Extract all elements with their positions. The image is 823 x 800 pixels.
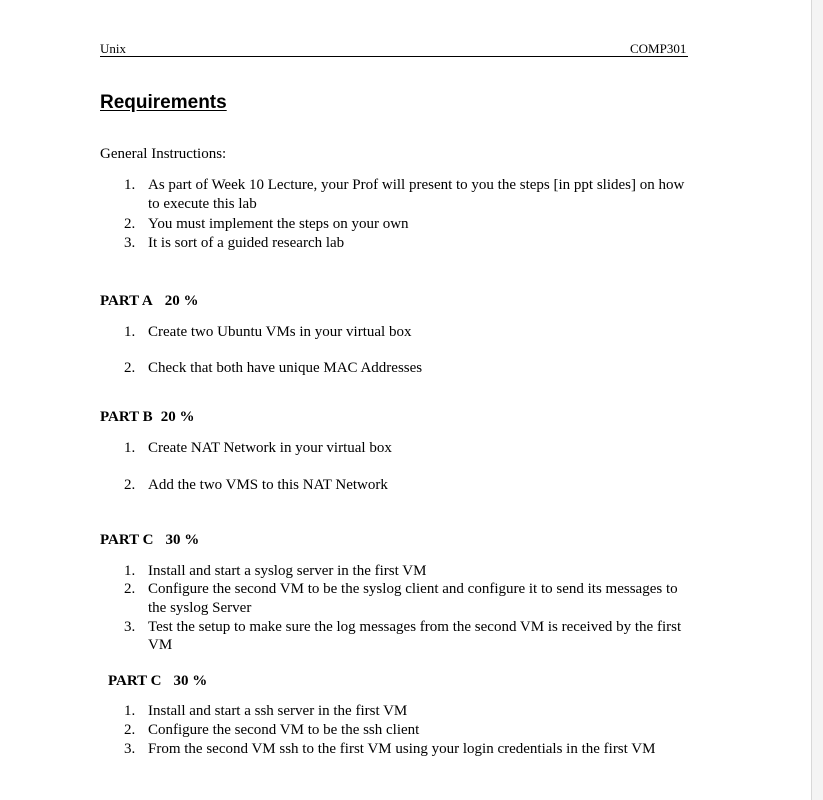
list-item: From the second VM ssh to the first VM using your login credentials in the first VM — [148, 741, 656, 757]
list-number: 2. — [124, 581, 136, 597]
part-c-label: PART C — [108, 673, 162, 689]
list-item: Create two Ubuntu VMs in your virtual box — [148, 324, 412, 340]
list-number: 3. — [124, 235, 136, 251]
list-number: 1. — [124, 703, 136, 719]
part-a-heading — [100, 292, 198, 310]
list-item: Add the two VMS to this NAT Network — [148, 477, 388, 493]
list-number: 1. — [124, 177, 136, 193]
list-item-continuation: the syslog Server — [148, 600, 252, 616]
list-item: You must implement the steps on your own — [148, 216, 409, 232]
list-item: As part of Week 10 Lecture, your Prof will present to you the steps [in ppt slides] on how — [148, 177, 685, 193]
list-number: 3. — [124, 741, 136, 757]
part-c-label: PART C — [100, 532, 154, 548]
part-c-percent: 30 % — [173, 673, 208, 689]
header-divider — [100, 56, 688, 57]
part-c-syslog-heading — [100, 531, 199, 549]
list-number: 2. — [124, 722, 136, 738]
part-a-label: PART A — [100, 293, 153, 309]
list-number: 3. — [124, 619, 136, 635]
list-item: Configure the second VM to be the syslog client and configure it to send its messages to — [148, 581, 678, 597]
list-item: Create NAT Network in your virtual box — [148, 440, 392, 456]
list-item: Configure the second VM to be the ssh client — [148, 722, 420, 738]
list-number: 2. — [124, 477, 136, 493]
list-number: 1. — [124, 324, 136, 340]
part-a-percent: 20 % — [164, 293, 199, 309]
part-c-ssh-heading — [108, 672, 207, 690]
list-number: 2. — [124, 216, 136, 232]
part-c-percent: 30 % — [165, 532, 200, 548]
list-item: Check that both have unique MAC Addresses — [148, 360, 423, 376]
part-b-label: PART B — [100, 409, 153, 425]
list-item: Test the setup to make sure the log messages from the second VM is received by the first — [148, 619, 682, 635]
part-b-percent: 20 % — [160, 409, 195, 425]
page-title: Requirements — [100, 92, 227, 113]
list-number: 2. — [124, 360, 136, 376]
general-instructions-label: General Instructions: — [100, 146, 227, 162]
list-item-continuation: VM — [148, 637, 173, 653]
list-item: It is sort of a guided research lab — [148, 235, 345, 251]
part-b-heading — [100, 408, 194, 426]
viewer-scroll-gutter[interactable] — [812, 0, 823, 800]
list-number: 1. — [124, 563, 136, 579]
list-item: Install and start a syslog server in the first VM — [148, 563, 427, 579]
list-number: 1. — [124, 440, 136, 456]
list-item: Install and start a ssh server in the first VM — [148, 703, 408, 719]
header-course-name: Unix — [100, 41, 126, 56]
header-course-code: COMP301 — [630, 41, 687, 56]
list-item-continuation: to execute this lab — [148, 196, 257, 212]
